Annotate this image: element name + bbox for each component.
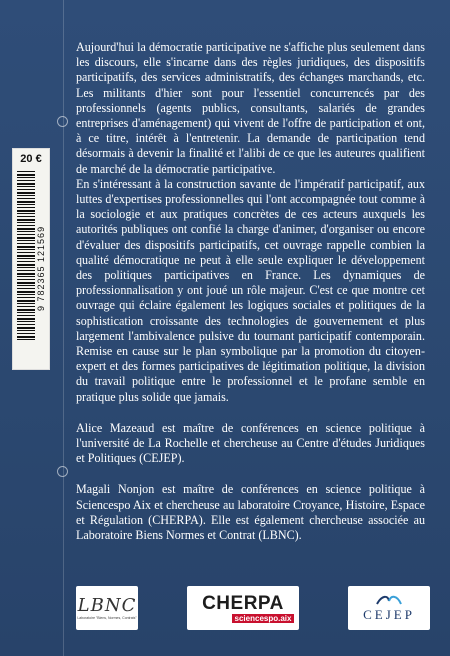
isbn-digits: 9 782365 121569 xyxy=(36,225,46,312)
cherpa-logo-subtitle: sciencespo.aix xyxy=(232,614,295,623)
blurb-paragraph: Aujourd'hui la démocratie participative ne s'affiche plus seulement dans les discours, elle s'incarne dans des règles juridiques, des dispositifs participatifs, des services administratifs, des échanges marchands, etc. Les militants d'hier sont pour l'essentiel concurrencés par des professionnels (agents publics, consultants, salariés de grandes entreprises d'aménagement) qui vivent de l'offre de participation et ont, à ce titre, intérêt à l'entretenir. La demande de participation tend désormais à devenir la finalité et l'alibi de ce que les auteures qualifient de marché de la démocratie participative. xyxy=(76,40,425,176)
punch-hole-icon xyxy=(57,466,68,477)
cherpa-logo xyxy=(187,586,299,630)
lbnc-logo-subtitle: Laboratoire "Biens, Normes, Contrats" xyxy=(77,616,137,620)
cejep-logo-mark: CEJEP xyxy=(363,607,415,622)
spine-fold-line xyxy=(63,0,64,656)
blurb-paragraph: En s'intéressant à la construction savante de l'impératif participatif, aux luttes d'expertises professionnelles qui l'ont accompagnée tout comme à la sociologie et aux pratiques concrètes de ces acteurs auxquels les autorités publiques ont confié la charge d'animer, d'organiser ou encore d'évaluer des dispositifs participatifs, cet ouvrage rappelle combien la qualité démocratique ne peut à elle seule expliquer le développement des politiques participatives en France. Les dynamiques de professionnalisation y ont joué un rôle majeur. C'est ce que montre cet ouvrage qui éclaire également les logiques sociales et politiques de la sophistication croissante des technologies de gouvernement et plus largement l'ambivalence pulsive du tournant participatif contemporain. Remise en cause sur le plan symbolique par la promotion du citoyen-expert et des formes participatives de légitimation politique, la division du travail politique entre le professionnel et le profane semble en pratique plus solide que jamais. xyxy=(76,176,425,404)
barcode-sticker xyxy=(12,148,50,370)
barcode-icon xyxy=(17,171,35,341)
punch-hole-icon xyxy=(57,116,68,127)
lbnc-logo xyxy=(76,586,138,630)
cejep-swirl-icon xyxy=(374,593,404,607)
partner-logos xyxy=(0,586,450,634)
cherpa-logo-mark: CHERPA xyxy=(202,592,284,614)
cejep-logo xyxy=(348,586,430,630)
author-bio: Alice Mazeaud est maître de conférences en science politique à l'université de La Rochelle et chercheuse au Centre d'études Juridiques et Politiques (CEJEP). xyxy=(76,420,425,466)
back-cover-text xyxy=(76,40,425,543)
author-bio: Magali Nonjon est maître de conférences en science politique à Sciencespo Aix et chercheuse au laboratoire Croyance, Histoire, Espace et Régulation (CHERPA). Elle est également chercheuse associée au Laboratoire Biens Normes et Contrat (LBNC). xyxy=(76,482,425,543)
price-label: 20 € xyxy=(20,153,42,165)
lbnc-logo-mark: LBNC xyxy=(77,595,137,616)
